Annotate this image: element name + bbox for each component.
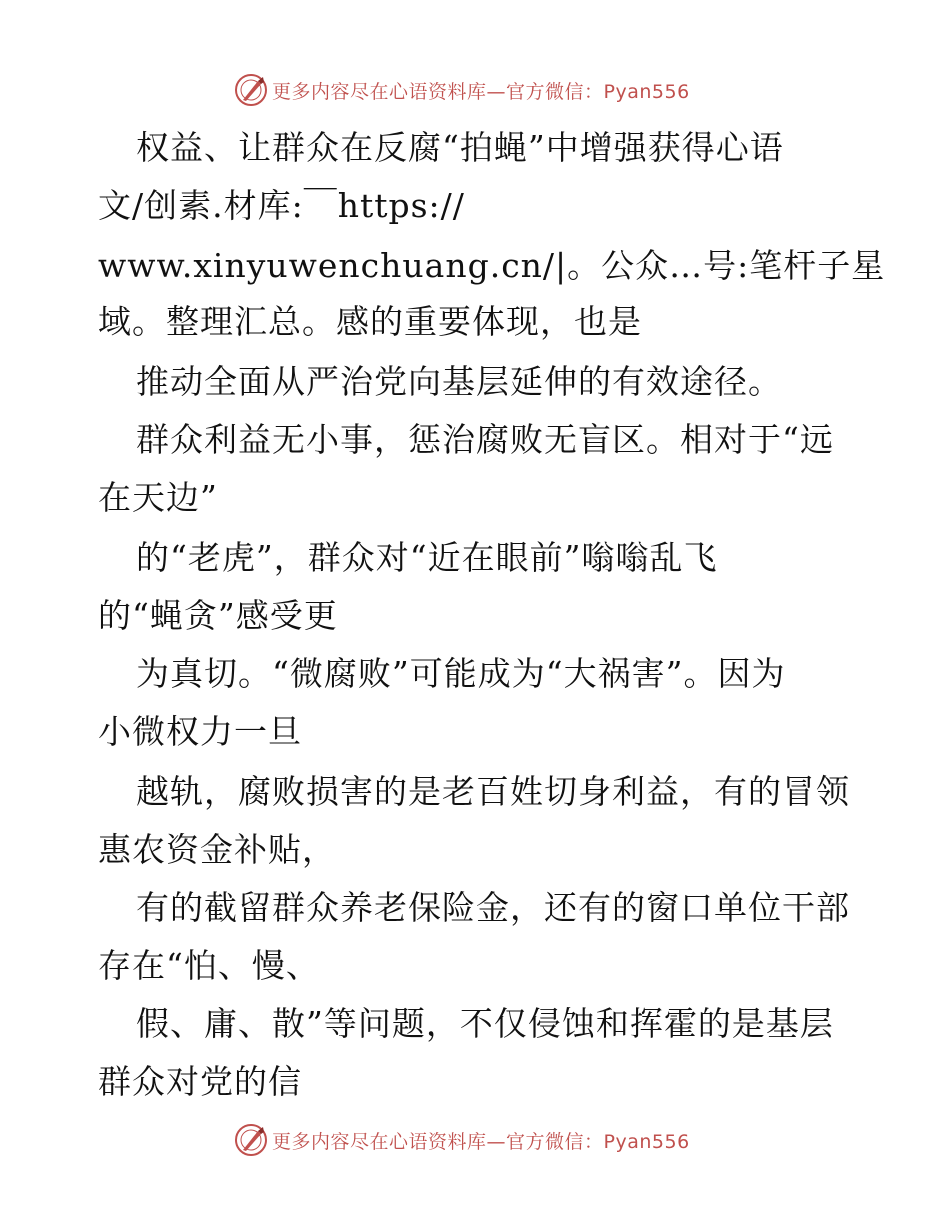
body-line-10: 为真切。“微腐败”可能成为“大祸害”。因为 [136,654,786,693]
body-line-14: 有的截留群众养老保险金，还有的窗口单位干部 [136,888,850,927]
body-line-15: 存在“怕、慢、 [98,946,320,985]
body-line-5: 推动全面从严治党向基层延伸的有效途径。 [136,362,782,401]
body-line-9: 的“蝇贪”感受更 [98,596,338,635]
body-line-16: 假、庸、散”等问题，不仅侵蚀和挥霍的是基层 [136,1004,834,1043]
body-line-8: 的“老虎”，群众对“近在眼前”嗡嗡乱飞 [136,538,718,577]
body-line-2: 文/创素.材库:￣https:// [98,186,465,225]
body-line-17: 群众对党的信 [98,1062,302,1101]
body-line-6: 群众利益无小事，惩治腐败无盲区。相对于“远 [136,420,834,459]
body-line-7: 在天边” [98,478,218,517]
body-line-4: 域。整理汇总。感的重要体现，也是 [98,302,642,341]
body-line-1: 权益、让群众在反腐“拍蝇”中增强获得心语 [136,128,784,167]
body-line-11: 小微权力一旦 [98,712,302,751]
header-banner-text: 更多内容尽在心语资料库—官方微信：Pyan556 [272,80,690,103]
footer-banner [234,1122,690,1158]
body-line-3: www.xinyuwenchuang.cn/|。公众…号:笔杆子星 [98,246,886,285]
footer-banner-text: 更多内容尽在心语资料库—官方微信：Pyan556 [272,1130,690,1153]
body-line-13: 惠农资金补贴， [98,830,336,869]
quill-pen-logo-icon [234,1123,268,1157]
body-line-12: 越轨，腐败损害的是老百姓切身利益，有的冒领 [136,772,850,811]
